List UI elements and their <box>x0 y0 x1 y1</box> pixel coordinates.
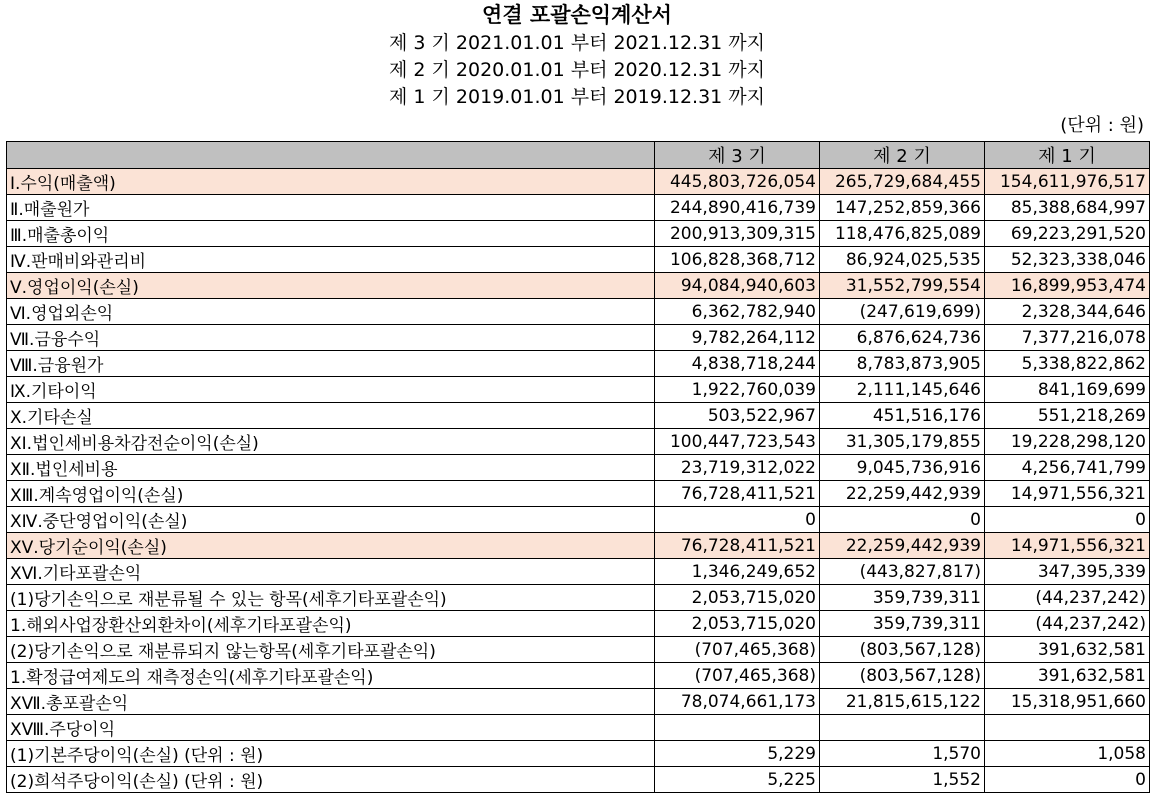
column-header-period-3: 제 3 기 <box>655 142 820 169</box>
row-value-period-3: 2,053,715,020 <box>655 585 820 611</box>
column-header-label <box>7 142 655 169</box>
row-value-period-1: 2,328,344,646 <box>985 299 1150 325</box>
table-row <box>7 377 1150 403</box>
row-label: ⅩⅢ.계속영업이익(손실) <box>7 481 655 507</box>
row-label: (2)당기손익으로 재분류되지 않는항목(세후기타포괄손익) <box>7 637 655 663</box>
row-value-period-1: 7,377,216,078 <box>985 325 1150 351</box>
period-line-3: 제 3 기 2021.01.01 부터 2021.12.31 까지 <box>388 32 766 54</box>
table-row <box>7 533 1150 559</box>
row-value-period-3: 78,074,661,173 <box>655 689 820 715</box>
row-value-period-2: 86,924,025,535 <box>820 247 985 273</box>
table-row <box>7 273 1150 299</box>
table-row <box>7 715 1150 741</box>
row-label: Ⅱ.매출원가 <box>7 195 655 221</box>
row-label: 1.해외사업장환산외환차이(세후기타포괄손익) <box>7 611 655 637</box>
row-value-period-3: 5,229 <box>655 741 820 767</box>
table-row <box>7 767 1150 793</box>
row-value-period-2: (247,619,699) <box>820 299 985 325</box>
table-row <box>7 325 1150 351</box>
row-value-period-3: 23,719,312,022 <box>655 455 820 481</box>
row-value-period-2: 1,552 <box>820 767 985 793</box>
row-value-period-1: 19,228,298,120 <box>985 429 1150 455</box>
row-value-period-3: 1,922,760,039 <box>655 377 820 403</box>
row-value-period-2: 8,783,873,905 <box>820 351 985 377</box>
row-value-period-3: 76,728,411,521 <box>655 533 820 559</box>
table-row <box>7 585 1150 611</box>
row-value-period-3: (707,465,368) <box>655 663 820 689</box>
row-label: (1)당기손익으로 재분류될 수 있는 항목(세후기타포괄손익) <box>7 585 655 611</box>
row-label: Ⅵ.영업외손익 <box>7 299 655 325</box>
row-value-period-1: 841,169,699 <box>985 377 1150 403</box>
table-row <box>7 351 1150 377</box>
row-label: Ⅸ.기타이익 <box>7 377 655 403</box>
income-statement-table <box>6 141 1150 793</box>
row-value-period-3: 4,838,718,244 <box>655 351 820 377</box>
row-value-period-3: 100,447,723,543 <box>655 429 820 455</box>
row-value-period-1: 391,632,581 <box>985 663 1150 689</box>
statement-title: 연결 포괄손익계산서 <box>482 3 672 27</box>
table-row <box>7 195 1150 221</box>
table-row <box>7 169 1150 195</box>
table-row <box>7 221 1150 247</box>
statement-header <box>0 0 1154 139</box>
table-row <box>7 403 1150 429</box>
row-value-period-1: 52,323,338,046 <box>985 247 1150 273</box>
row-value-period-3: 2,053,715,020 <box>655 611 820 637</box>
row-value-period-3: (707,465,368) <box>655 637 820 663</box>
table-row <box>7 429 1150 455</box>
row-value-period-2: 21,815,615,122 <box>820 689 985 715</box>
column-header-period-2: 제 2 기 <box>820 142 985 169</box>
row-value-period-1: 16,899,953,474 <box>985 273 1150 299</box>
row-value-period-1: 0 <box>985 767 1150 793</box>
period-line-2: 제 2 기 2020.01.01 부터 2020.12.31 까지 <box>388 59 766 81</box>
table-row <box>7 559 1150 585</box>
row-label: Ⅴ.영업이익(손실) <box>7 273 655 299</box>
row-label: Ⅹ.기타손실 <box>7 403 655 429</box>
table-row <box>7 481 1150 507</box>
row-value-period-3: 94,084,940,603 <box>655 273 820 299</box>
unit-label: (단위 : 원) <box>1060 115 1144 136</box>
row-value-period-2: 118,476,825,089 <box>820 221 985 247</box>
table-row <box>7 741 1150 767</box>
row-value-period-3: 9,782,264,112 <box>655 325 820 351</box>
row-value-period-3: 76,728,411,521 <box>655 481 820 507</box>
table-row <box>7 455 1150 481</box>
row-value-period-3: 6,362,782,940 <box>655 299 820 325</box>
row-value-period-3: 1,346,249,652 <box>655 559 820 585</box>
row-value-period-2: 147,252,859,366 <box>820 195 985 221</box>
row-value-period-3: 5,225 <box>655 767 820 793</box>
row-value-period-2: 9,045,736,916 <box>820 455 985 481</box>
row-value-period-1: 14,971,556,321 <box>985 533 1150 559</box>
row-label: Ⅷ.금융원가 <box>7 351 655 377</box>
row-value-period-3 <box>655 715 820 741</box>
table-row <box>7 689 1150 715</box>
table-row <box>7 637 1150 663</box>
row-value-period-2: 2,111,145,646 <box>820 377 985 403</box>
row-value-period-1: 0 <box>985 507 1150 533</box>
row-label: ⅩⅦ.총포괄손익 <box>7 689 655 715</box>
row-label: Ⅲ.매출총이익 <box>7 221 655 247</box>
row-value-period-1: 85,388,684,997 <box>985 195 1150 221</box>
column-header-period-1: 제 1 기 <box>985 142 1150 169</box>
row-value-period-3: 244,890,416,739 <box>655 195 820 221</box>
period-line-1: 제 1 기 2019.01.01 부터 2019.12.31 까지 <box>388 86 766 108</box>
row-value-period-1: 154,611,976,517 <box>985 169 1150 195</box>
row-label: 1.확정급여제도의 재측정손익(세후기타포괄손익) <box>7 663 655 689</box>
row-value-period-2 <box>820 715 985 741</box>
row-value-period-1: 551,218,269 <box>985 403 1150 429</box>
row-value-period-2: 0 <box>820 507 985 533</box>
row-label: ⅩⅣ.중단영업이익(손실) <box>7 507 655 533</box>
row-value-period-2: 31,552,799,554 <box>820 273 985 299</box>
row-value-period-2: 451,516,176 <box>820 403 985 429</box>
row-value-period-1: (44,237,242) <box>985 585 1150 611</box>
row-value-period-1: 4,256,741,799 <box>985 455 1150 481</box>
row-value-period-1: 69,223,291,520 <box>985 221 1150 247</box>
row-label: (1)기본주당이익(손실) (단위 : 원) <box>7 741 655 767</box>
row-value-period-1: 14,971,556,321 <box>985 481 1150 507</box>
row-value-period-1: 15,318,951,660 <box>985 689 1150 715</box>
row-value-period-2: 22,259,442,939 <box>820 533 985 559</box>
row-value-period-2: (803,567,128) <box>820 663 985 689</box>
table-row <box>7 611 1150 637</box>
table-header-row <box>7 142 1150 169</box>
row-label: ⅩⅤ.당기순이익(손실) <box>7 533 655 559</box>
row-value-period-3: 445,803,726,054 <box>655 169 820 195</box>
table-row <box>7 299 1150 325</box>
row-value-period-2: 1,570 <box>820 741 985 767</box>
row-label: Ⅳ.판매비와관리비 <box>7 247 655 273</box>
row-value-period-2: 265,729,684,455 <box>820 169 985 195</box>
row-value-period-2: 31,305,179,855 <box>820 429 985 455</box>
row-value-period-2: 6,876,624,736 <box>820 325 985 351</box>
row-value-period-1: (44,237,242) <box>985 611 1150 637</box>
row-value-period-1: 347,395,339 <box>985 559 1150 585</box>
row-value-period-3: 200,913,309,315 <box>655 221 820 247</box>
row-value-period-3: 503,522,967 <box>655 403 820 429</box>
row-value-period-2: (803,567,128) <box>820 637 985 663</box>
row-value-period-2: (443,827,817) <box>820 559 985 585</box>
row-value-period-3: 106,828,368,712 <box>655 247 820 273</box>
row-value-period-2: 359,739,311 <box>820 611 985 637</box>
row-label: ⅩⅧ.주당이익 <box>7 715 655 741</box>
row-value-period-1 <box>985 715 1150 741</box>
row-label: (2)희석주당이익(손실) (단위 : 원) <box>7 767 655 793</box>
row-value-period-1: 391,632,581 <box>985 637 1150 663</box>
table-body <box>7 169 1150 793</box>
row-label: ⅩⅠ.법인세비용차감전순이익(손실) <box>7 429 655 455</box>
row-label: Ⅰ.수익(매출액) <box>7 169 655 195</box>
table-row <box>7 507 1150 533</box>
row-label: Ⅶ.금융수익 <box>7 325 655 351</box>
row-label: ⅩⅥ.기타포괄손익 <box>7 559 655 585</box>
row-value-period-2: 22,259,442,939 <box>820 481 985 507</box>
row-value-period-1: 1,058 <box>985 741 1150 767</box>
table-row <box>7 247 1150 273</box>
row-value-period-1: 5,338,822,862 <box>985 351 1150 377</box>
row-label: ⅩⅡ.법인세비용 <box>7 455 655 481</box>
row-value-period-2: 359,739,311 <box>820 585 985 611</box>
table-row <box>7 663 1150 689</box>
row-value-period-3: 0 <box>655 507 820 533</box>
